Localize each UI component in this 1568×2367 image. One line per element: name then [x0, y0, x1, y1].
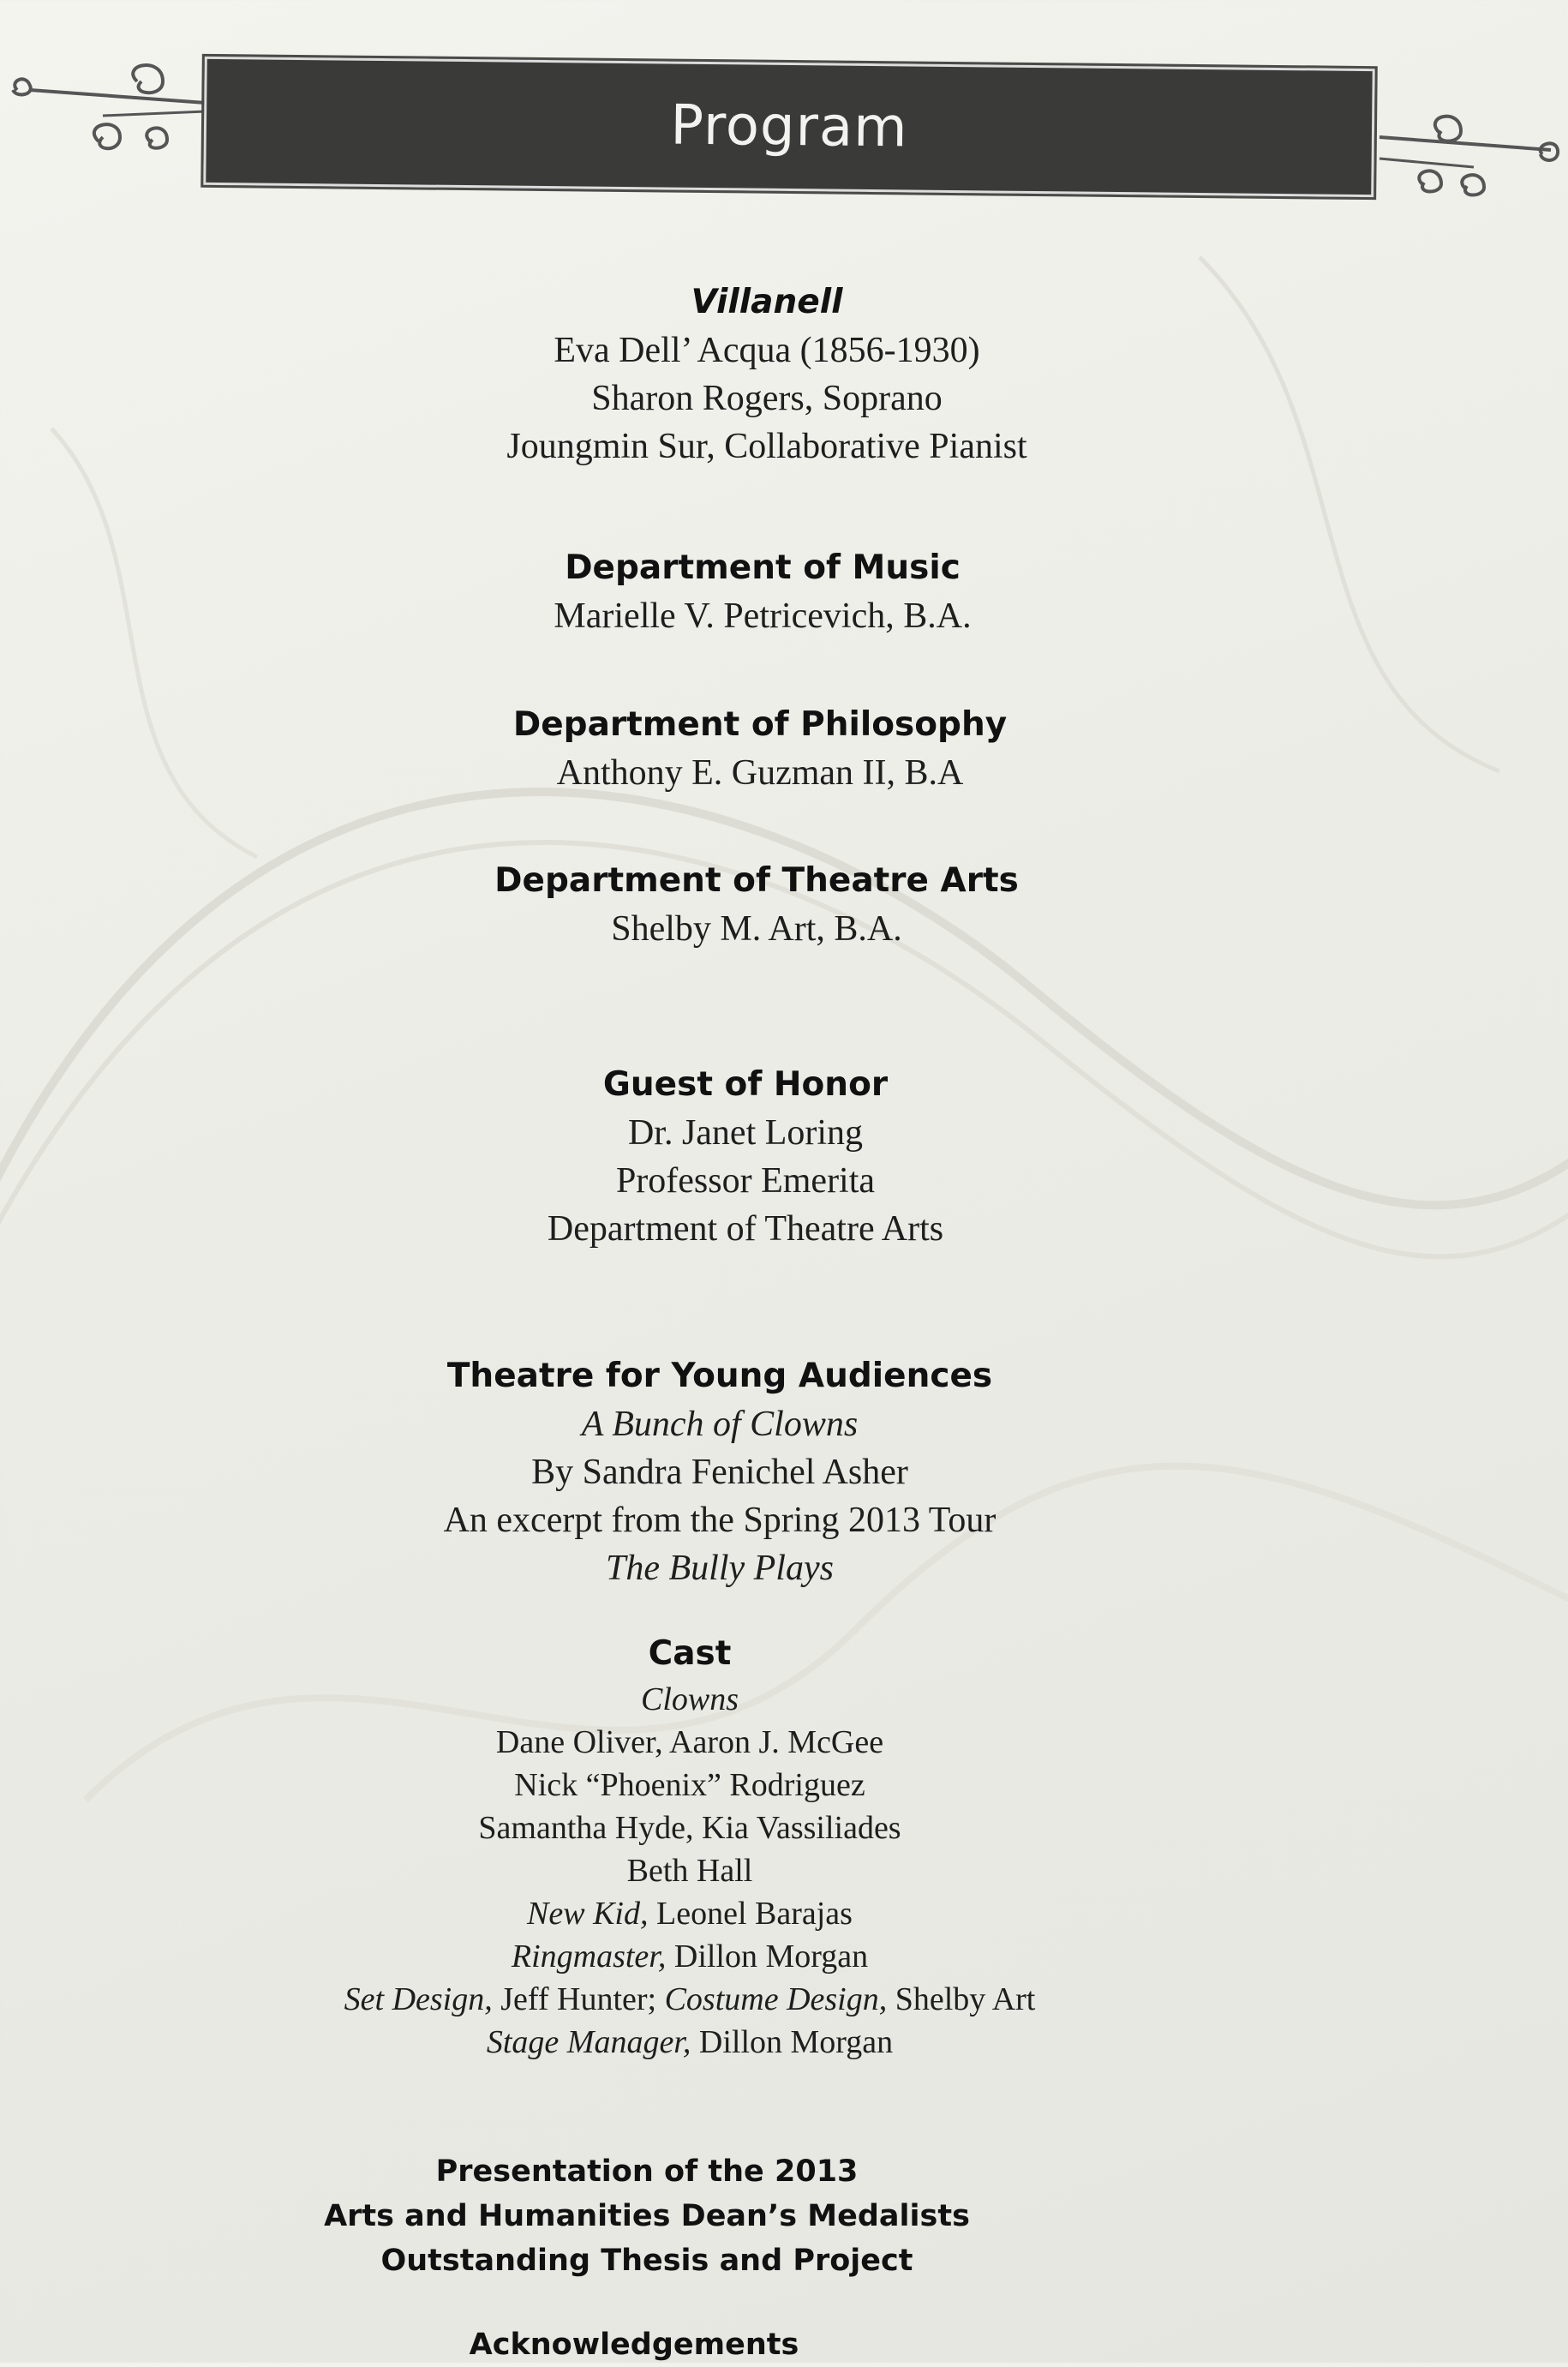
cast-line [0, 1892, 1474, 1935]
acknowledgements-section [0, 2322, 1418, 2367]
program-banner [203, 57, 1374, 197]
section-heading: Guest of Honor [602, 1065, 889, 1104]
cast-name: Leonel Barajas [648, 1896, 853, 1932]
scroll-flourish-icon [1371, 81, 1568, 201]
program-line: Marielle V. Petricevich, B.A. [554, 596, 972, 636]
program-title: Program [670, 93, 908, 160]
program-line: Joungmin Sur, Collaborative Pianist [506, 427, 1027, 466]
role-label: Set Design, [344, 1981, 493, 2017]
role-label: Clowns [640, 1681, 739, 1717]
program-header [0, 47, 1568, 210]
cast-line: Dane Oliver, Aaron J. McGee [495, 1724, 884, 1760]
cast-name: Dillon Morgan [666, 1939, 869, 1974]
music-section [0, 544, 1547, 640]
role-label: New Kid, [527, 1896, 649, 1932]
cast-section [0, 1630, 1474, 2064]
section-heading: Villanell [691, 283, 843, 321]
section-heading: Theatre for Young Audiences [446, 1357, 993, 1395]
program-line: An excerpt from the Spring 2013 Tour [443, 1501, 996, 1540]
cast-name: Dillon Morgan [691, 2024, 894, 2060]
cast-line: Samantha Hyde, Kia Vassiliades [478, 1810, 901, 1846]
villanell-section [0, 279, 1551, 470]
program-line: Eva Dell’ Acqua (1856-1930) [554, 331, 980, 370]
cast-line [0, 2021, 1474, 2064]
philosophy-section [0, 701, 1544, 797]
section-heading: Cast [648, 1634, 732, 1673]
theatre-section [0, 857, 1541, 953]
role-label: Costume Design, [664, 1981, 888, 2017]
cast-line [0, 1978, 1474, 2021]
presentation-line: Outstanding Thesis and Project [380, 2244, 913, 2278]
cast-line: Nick “Phoenix” Rodriguez [514, 1767, 865, 1803]
program-line: By Sandra Fenichel Asher [531, 1453, 908, 1492]
program-line: Shelby M. Art, B.A. [611, 909, 902, 949]
cast-name: Shelby Art [887, 1981, 1036, 2017]
program-line: Anthony E. Guzman II, B.A [556, 753, 964, 793]
presentation-section [0, 2149, 1431, 2283]
cast-line: Beth Hall [626, 1853, 753, 1889]
scroll-flourish-icon [0, 56, 214, 167]
role-label: Ringmaster, [511, 1939, 667, 1974]
presentation-line: Presentation of the 2013 [435, 2154, 859, 2189]
program-line: Dr. Janet Loring [627, 1113, 864, 1153]
tour-title: The Bully Plays [606, 1549, 834, 1588]
play-title: A Bunch of Clowns [581, 1405, 859, 1444]
program-line: Sharon Rogers, Soprano [591, 379, 943, 418]
program-line: Professor Emerita [615, 1161, 876, 1201]
tya-section [0, 1352, 1504, 1592]
section-heading: Department of Theatre Arts [494, 861, 1019, 900]
program-line: Department of Theatre Arts [547, 1209, 944, 1249]
section-heading: Department of Music [565, 548, 961, 587]
section-heading: Department of Philosophy [512, 705, 1008, 744]
section-heading: Acknowledgements [469, 2328, 799, 2362]
guest-of-honor-section [0, 1061, 1529, 1253]
presentation-line: Arts and Humanities Dean’s Medalists [324, 2199, 970, 2233]
cast-name: Jeff Hunter; [492, 1981, 665, 2017]
cast-line [0, 1935, 1474, 1978]
role-label: Stage Manager, [486, 2024, 691, 2060]
